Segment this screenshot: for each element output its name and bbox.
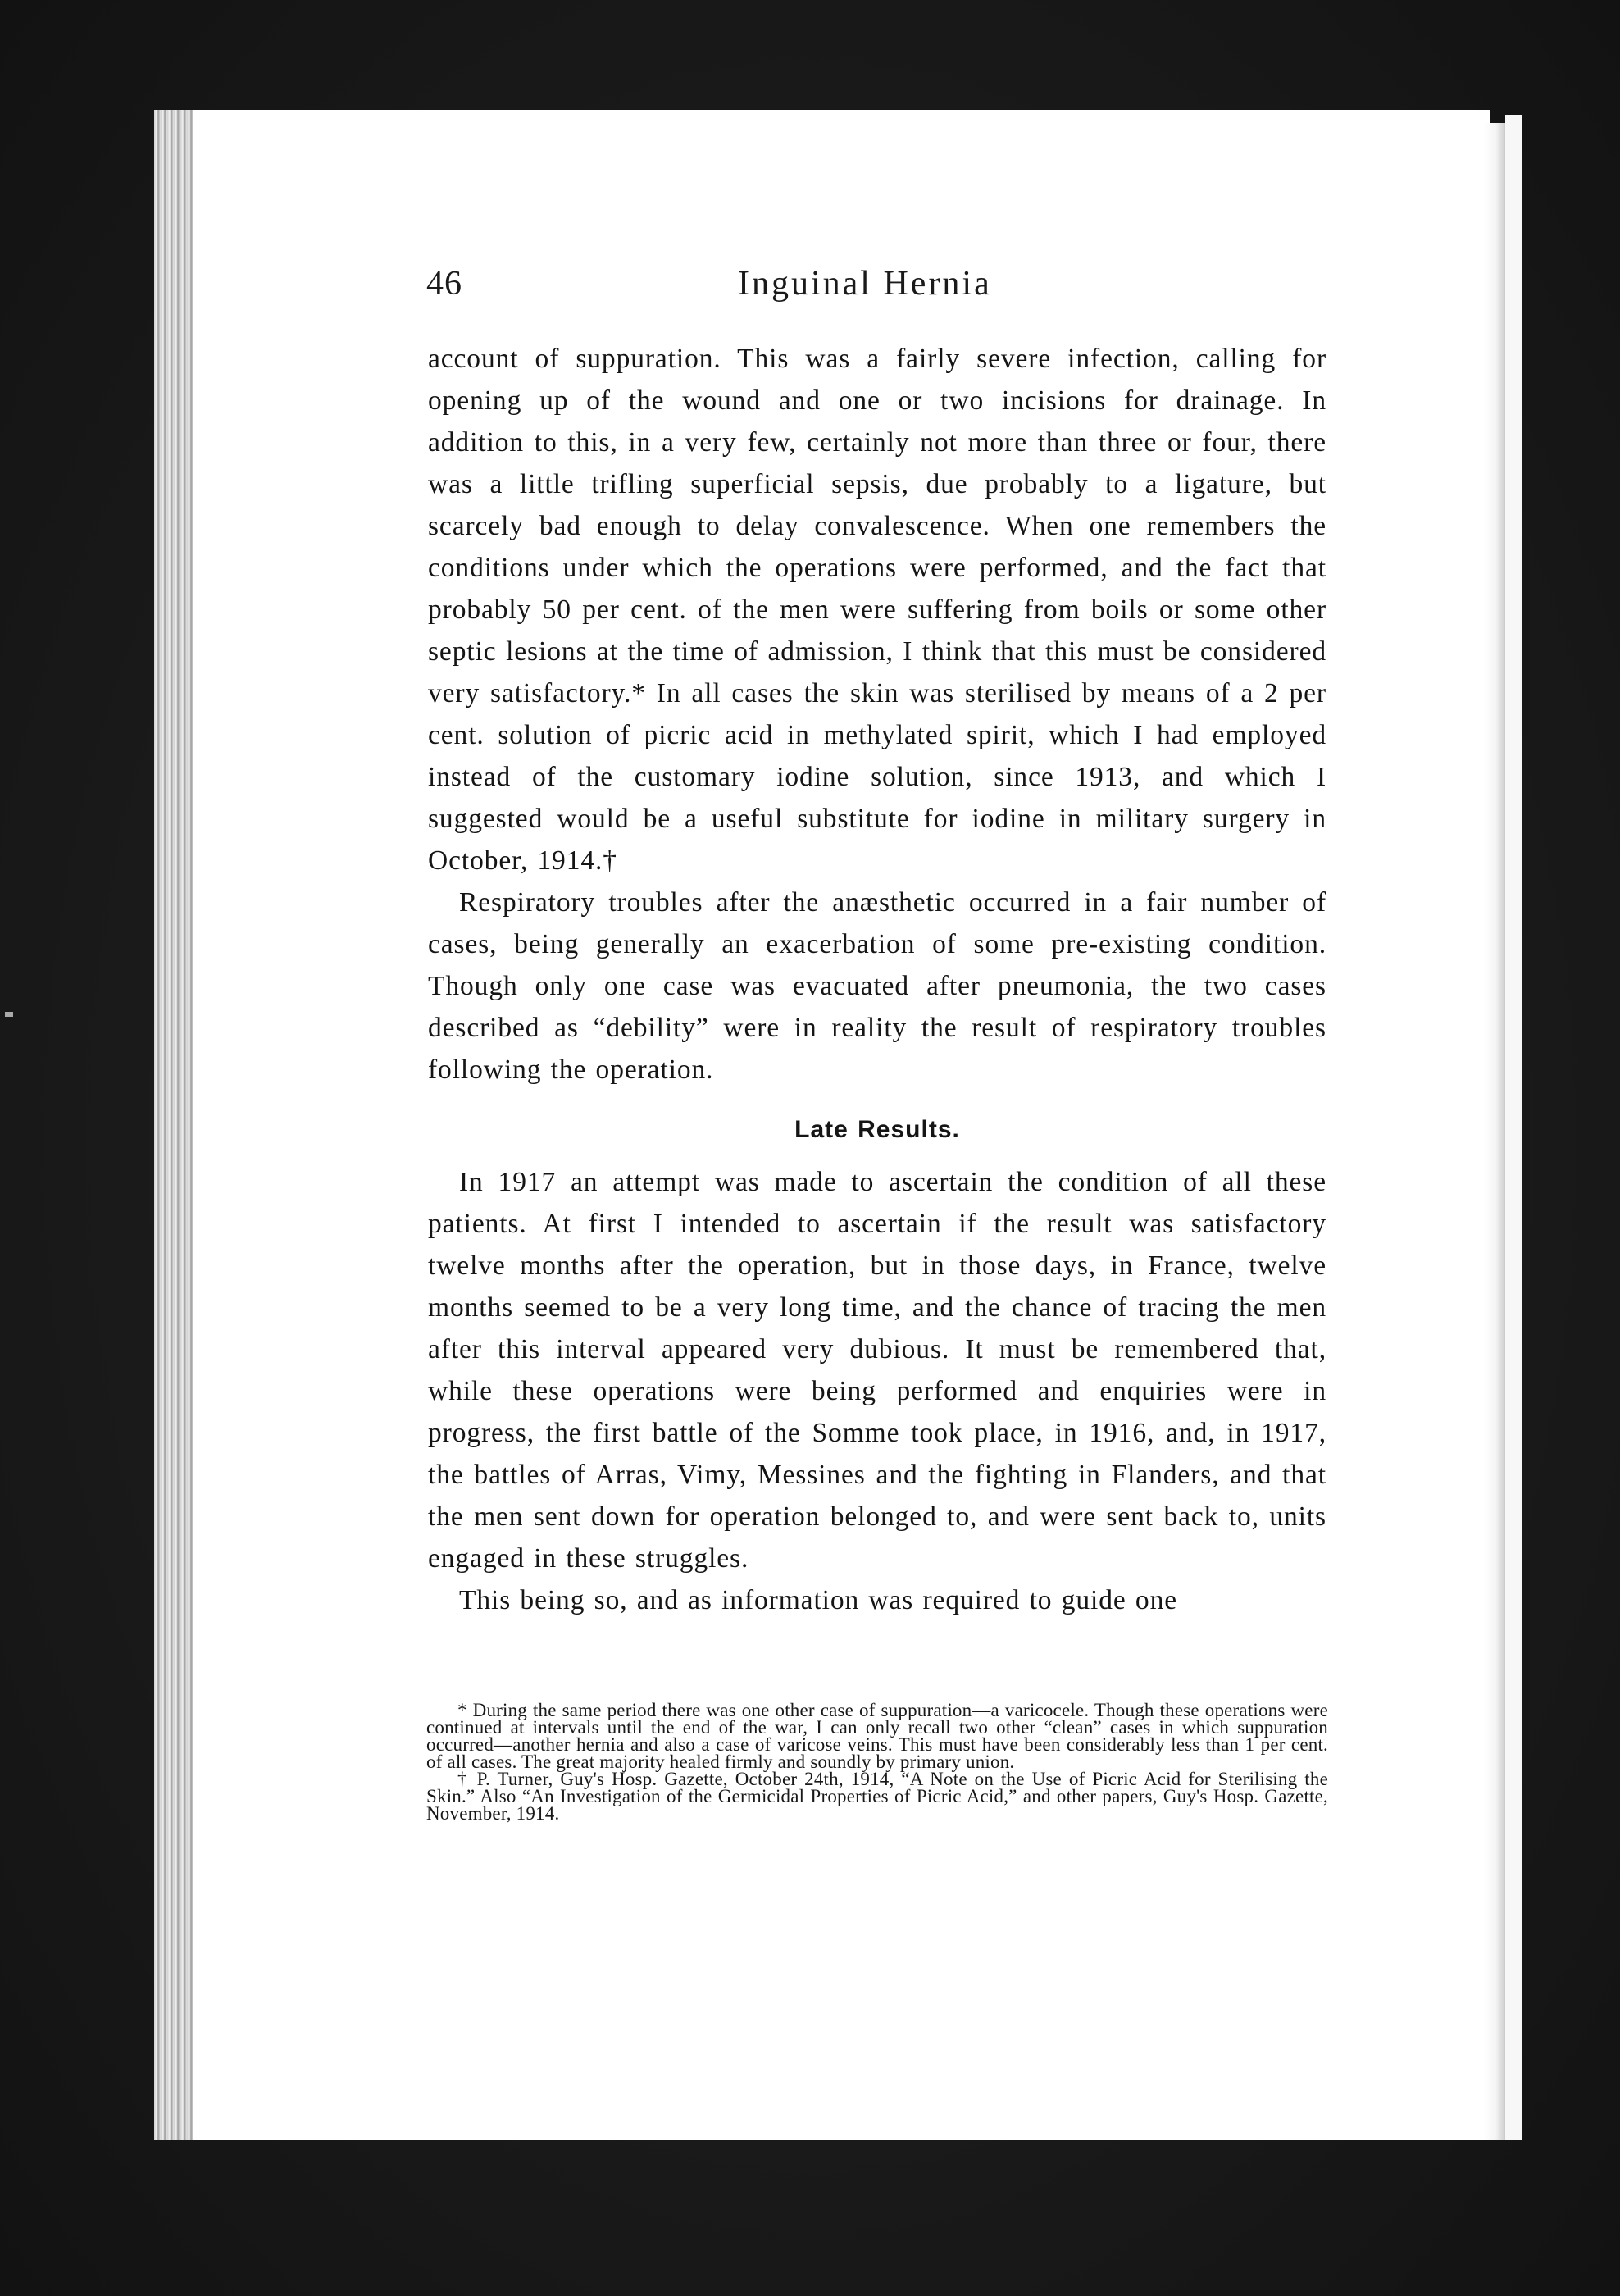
footnote: † P. Turner, Guy's Hosp. Gazette, October 24th, 1914, “A Note on the Use of Picric Acid for Sterilising the Skin.” Also “An Investigation of the Germicidal Properties of Picric Acid,” and other papers, Guy's Hosp. Gazette, November, 1914. <box>426 1769 1328 1824</box>
book-page-edges <box>154 110 195 2140</box>
footnotes <box>426 1702 1328 1822</box>
footnote: * During the same period there was one other case of suppuration—a varicocele. Though these operations were continued at intervals until the end of the war, I can only recall two other “clean” cases in which suppuration occurred—another hernia and also a case of varicose veins. This must have been considerably less than 1 per cent. of all cases. The great majority healed firmly and soundly by primary union. <box>426 1700 1328 1772</box>
section-heading: Late Results. <box>794 1116 960 1143</box>
paragraph: Respiratory troubles after the anæsthetic occurred in a fair number of cases, being generally an exacerbation of some pre-existing condition. Though only one case was evacuated after pneumonia, the two cases described as “debility” were in reality the result of respiratory troubles following the operation. <box>428 887 1326 1085</box>
scan-speck-left <box>5 1012 13 1017</box>
page-header <box>426 264 1328 313</box>
facing-page-sliver <box>1505 115 1522 2140</box>
running-title: Inguinal Hernia <box>738 265 992 303</box>
body-text <box>428 338 1326 1621</box>
scan-speck <box>1415 85 1420 98</box>
page-number: 46 <box>426 265 462 303</box>
paragraph: account of suppuration. This was a fairly severe infection, calling for opening up of the wound and one or two incisions for drainage. In addition to this, in a very few, certainly not more than three or four, there was a little trifling superficial sepsis, due probably to a ligature, but scarcely bad enough to delay convalescence. When one remembers the conditions under which the operations were performed, and the fact that probably 50 per cent. of the men were suffering from boils or some other septic lesions at the time of admission, I think that this must be considered very satisfactory.* In all cases the skin was sterilised by means of a 2 per cent. solution of picric acid in methylated spirit, which I had employed instead of the customary iodine solution, since 1913, and which I suggested would be a useful substitute for iodine in military surgery in October, 1914.† <box>428 344 1326 876</box>
paragraph: In 1917 an attempt was made to ascertain the condition of all these patients. At first I intended to ascertain if the result was satisfactory twelve months after the operation, but in those days, in France, twelve months seemed to be a very long time, and the chance of tracing the men after this interval appeared very dubious. It must be remembered that, while these operations were being performed and enquiries were in progress, the first battle of the Somme took place, in 1916, and, in 1917, the battles of Arras, Vimy, Messines and the fighting in Flanders, and that the men sent down for operation belonged to, and were sent back to, units engaged in these struggles. <box>428 1167 1326 1574</box>
paragraph: This being so, and as information was required to guide one <box>459 1585 1177 1615</box>
